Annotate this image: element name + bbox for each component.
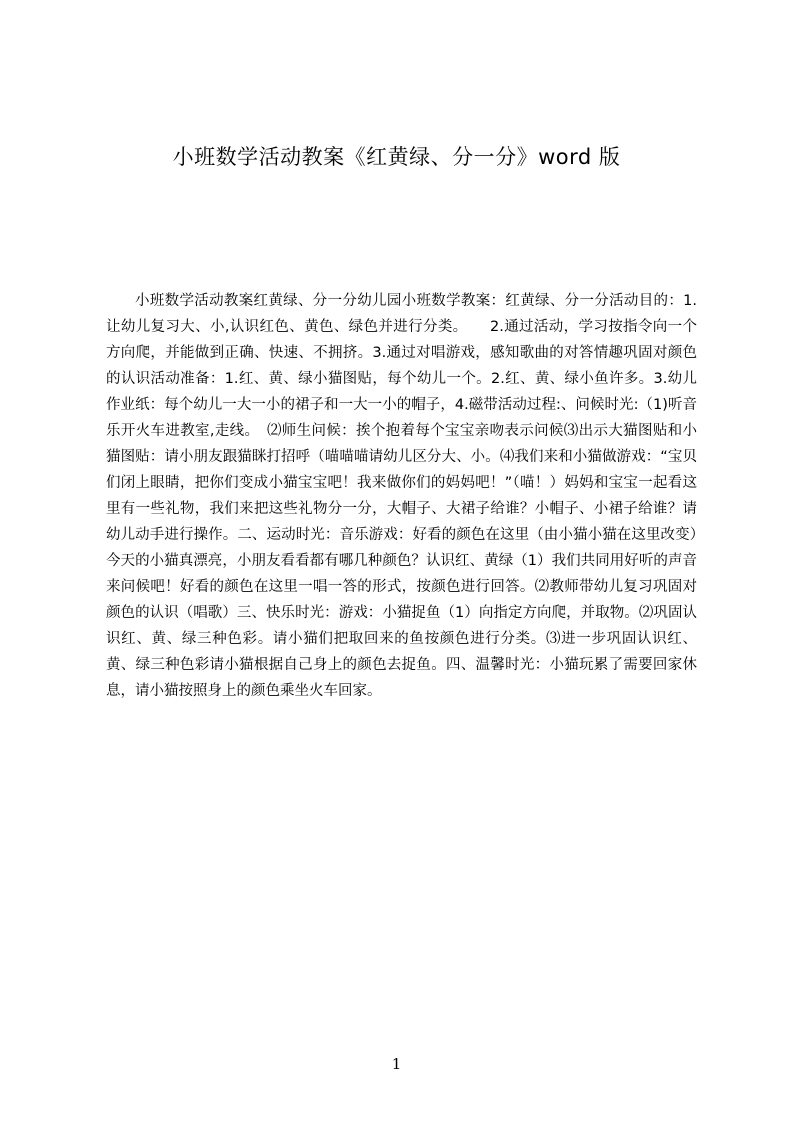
page-number: 1	[391, 1055, 402, 1073]
document-body-paragraph: 小班数学活动教案红黄绿、分一分幼儿园小班数学教案：红黄绿、分一分活动目的：1.让幼儿复习大、小,认识红色、黄色、绿色并进行分类。 2.通过活动，学习按指令向一个方向爬，并能做到正确、快速、不拥挤。3.通过对唱游戏，感知歌曲的对答情趣巩固对颜色的认识活动准备：1.红、黄、绿小猫图贴，每个幼儿一个。2.红、黄、绿小鱼许多。3.幼儿作业纸：每个幼儿一大一小的裙子和一大一小的帽子，4.磁带活动过程:、问候时光:（1)听音乐开火车进教室,走线。 ⑵师生问候：挨个抱着每个宝宝亲吻表示问候⑶出示大猫图贴和小猫图贴：请小朋友跟猫眯打招呼（喵喵喵请幼儿区分大、小。⑷我们来和小猫做游戏：“宝贝们闭上眼睛，把你们变成小猫宝宝吧！我来做你们的妈妈吧！”（喵！）妈妈和宝宝一起看这里有一些礼物，我们来把这些礼物分一分，大帽子、大裙子给谁？小帽子、小裙子给谁？请幼儿动手进行操作。二、运动时光：音乐游戏：好看的颜色在这里（由小猫小猫在这里改变）今天的小猫真漂亮，小朋友看看都有哪几种颜色？认识红、黄绿（1）我们共同用好听的声音来问候吧！好看的颜色在这里一唱一答的形式，按颜色进行回答。⑵教师带幼儿复习巩固对颜色的认识（唱歌）三、快乐时光：游戏：小猫捉鱼（1）向指定方向爬，并取物。⑵巩固认识红、黄、绿三种色彩。请小猫们把取回来的鱼按颜色进行分类。⑶进一步巩固认识红、黄、绿三种色彩请小猫根据自己身上的颜色去捉鱼。四、温馨时光：小猫玩累了需要回家休息，请小猫按照身上的颜色乘坐火车回家。	[106, 293, 697, 699]
document-title: 小班数学活动教案《红黄绿、分一分》word 版	[172, 145, 621, 169]
